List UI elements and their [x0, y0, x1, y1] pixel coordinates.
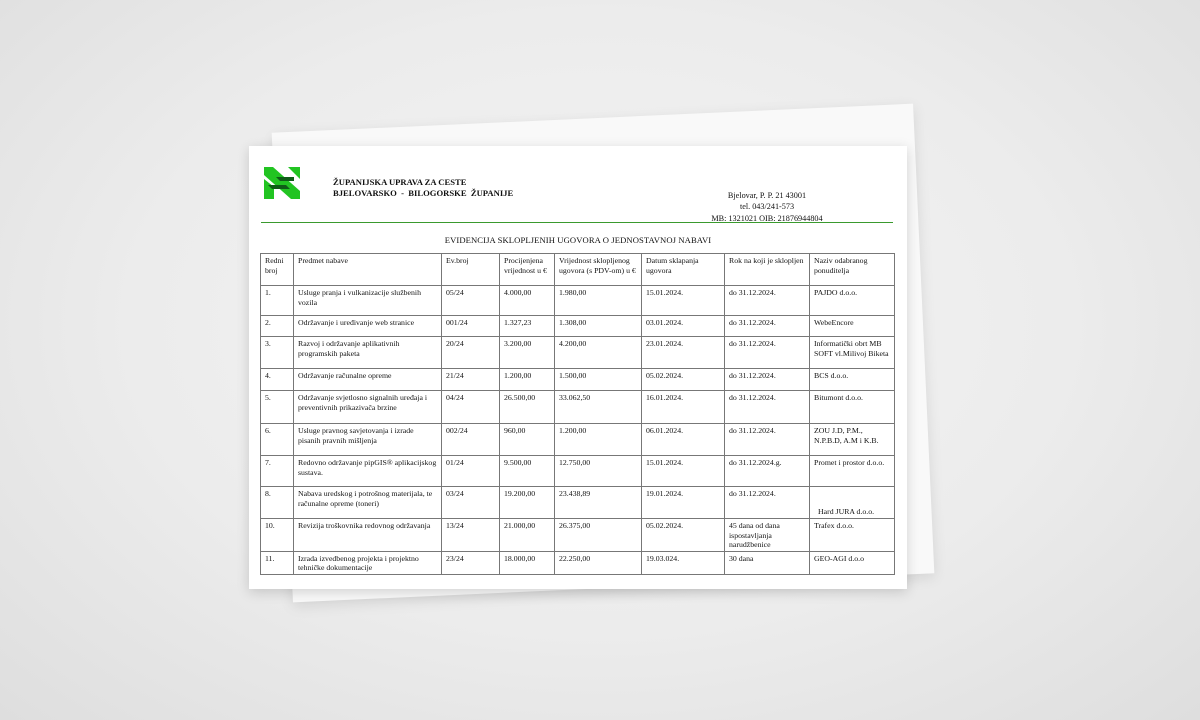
- contract-value: 1.308,00: [555, 316, 642, 337]
- row-number: 7.: [261, 456, 294, 487]
- registry-ids: MB: 1321021 OIB: 21876944804: [711, 213, 823, 223]
- contract-term: do 31.12.2024.: [725, 487, 810, 519]
- contract-value: 23.438,89: [555, 487, 642, 519]
- supplier-name: Bitumont d.o.o.: [810, 391, 895, 424]
- procurement-subject: Nabava uredskog i potrošnog materijala, te računalne opreme (toneri): [294, 487, 442, 519]
- procurement-subject: Usluge pranja i vulkanizacije službenih vozila: [294, 286, 442, 316]
- contract-date: 05.02.2024.: [642, 519, 725, 552]
- record-number: 05/24: [442, 286, 500, 316]
- record-number: 23/24: [442, 551, 500, 574]
- row-number: 10.: [261, 519, 294, 552]
- contract-value: 1.500,00: [555, 369, 642, 391]
- estimated-value: 21.000,00: [500, 519, 555, 552]
- column-header: Redni broj: [261, 254, 294, 286]
- table-row: [261, 286, 895, 316]
- contact-block: [702, 190, 832, 224]
- contract-value: 4.200,00: [555, 337, 642, 369]
- contract-value: 1.980,00: [555, 286, 642, 316]
- contract-term: do 31.12.2024.: [725, 316, 810, 337]
- estimated-value: 3.200,00: [500, 337, 555, 369]
- record-number: 01/24: [442, 456, 500, 487]
- contract-term: do 31.12.2024.: [725, 337, 810, 369]
- contract-term: do 31.12.2024.: [725, 391, 810, 424]
- contract-value: 1.200,00: [555, 424, 642, 456]
- record-number: 002/24: [442, 424, 500, 456]
- row-number: 6.: [261, 424, 294, 456]
- header-divider: [261, 222, 893, 223]
- record-number: 001/24: [442, 316, 500, 337]
- table-header-row: [261, 254, 895, 286]
- row-number: 4.: [261, 369, 294, 391]
- supplier-name: Informatički obrt MB SOFT vl.Milivoj Biketa: [810, 337, 895, 369]
- column-header: Naziv odabranog ponuditelja: [810, 254, 895, 286]
- record-number: 03/24: [442, 487, 500, 519]
- record-number: 04/24: [442, 391, 500, 424]
- supplier-name: WebeEncore: [810, 316, 895, 337]
- table-row: [261, 456, 895, 487]
- phone: tel. 043/241-573: [739, 202, 795, 212]
- contract-term: do 31.12.2024.g.: [725, 456, 810, 487]
- document-page: [249, 146, 907, 589]
- row-number: 1.: [261, 286, 294, 316]
- column-header: Ev.broj: [442, 254, 500, 286]
- record-number: 21/24: [442, 369, 500, 391]
- estimated-value: 26.500,00: [500, 391, 555, 424]
- contract-date: 19.03.024.: [642, 551, 725, 574]
- contract-date: 16.01.2024.: [642, 391, 725, 424]
- address: Bjelovar, P. P. 21 43001: [727, 191, 807, 200]
- column-header: Procijenjena vrijednost u €: [500, 254, 555, 286]
- contract-date: 19.01.2024.: [642, 487, 725, 519]
- column-header: Datum sklapanja ugovora: [642, 254, 725, 286]
- contract-value: 33.062,50: [555, 391, 642, 424]
- contract-term: 45 dana od dana ispostavljanja narudžbenice: [725, 519, 810, 552]
- supplier-name: Trafex d.o.o.: [810, 519, 895, 552]
- contract-date: 05.02.2024.: [642, 369, 725, 391]
- contract-date: 06.01.2024.: [642, 424, 725, 456]
- table-row: [261, 391, 895, 424]
- procurement-subject: Redovno održavanje pipGIS® aplikacijskog sustava.: [294, 456, 442, 487]
- table-row: [261, 519, 895, 552]
- table-row: [261, 487, 895, 519]
- column-header: Predmet nabave: [294, 254, 442, 286]
- document-title: EVIDENCIJA SKLOPLJENIH UGOVORA O JEDNOSTAVNOJ NABAVI: [444, 235, 712, 245]
- column-header: Rok na koji je sklopljen: [725, 254, 810, 286]
- contracts-table: [260, 253, 895, 575]
- contract-term: do 31.12.2024.: [725, 369, 810, 391]
- supplier-name: Promet i prostor d.o.o.: [810, 456, 895, 487]
- procurement-subject: Izrada izvedbenog projekta i projektno tehničke dokumentacije: [294, 551, 442, 574]
- estimated-value: 19.200,00: [500, 487, 555, 519]
- contract-date: 15.01.2024.: [642, 456, 725, 487]
- contract-value: 12.750,00: [555, 456, 642, 487]
- record-number: 20/24: [442, 337, 500, 369]
- row-number: 2.: [261, 316, 294, 337]
- supplier-name: Hard JURA d.o.o.: [810, 487, 895, 519]
- table-row: [261, 551, 895, 574]
- contract-value: 22.250,00: [555, 551, 642, 574]
- supplier-name: ZOU J.D, P.M., N.P.B.D, A.M i K.B.: [810, 424, 895, 456]
- contract-date: 03.01.2024.: [642, 316, 725, 337]
- estimated-value: 18.000,00: [500, 551, 555, 574]
- contract-term: do 31.12.2024.: [725, 286, 810, 316]
- table-row: [261, 337, 895, 369]
- row-number: 3.: [261, 337, 294, 369]
- estimated-value: 1.200,00: [500, 369, 555, 391]
- procurement-subject: Razvoj i održavanje aplikativnih programskih paketa: [294, 337, 442, 369]
- organization-logo-icon: [264, 167, 300, 199]
- procurement-subject: Održavanje računalne opreme: [294, 369, 442, 391]
- procurement-subject: Usluge pravnog savjetovanja i izrade pisanih pravnih mišljenja: [294, 424, 442, 456]
- column-header: Vrijednost sklopljenog ugovora (s PDV-om) u €: [555, 254, 642, 286]
- supplier-name: GEO-AGI d.o.o: [810, 551, 895, 574]
- row-number: 5.: [261, 391, 294, 424]
- estimated-value: 960,00: [500, 424, 555, 456]
- estimated-value: 1.327,23: [500, 316, 555, 337]
- organization-name-line-1: ŽUPANIJSKA UPRAVA ZA CESTE: [333, 177, 467, 187]
- contract-term: do 31.12.2024.: [725, 424, 810, 456]
- supplier-name: PAJDO d.o.o.: [810, 286, 895, 316]
- row-number: 11.: [261, 551, 294, 574]
- procurement-subject: Revizija troškovnika redovnog održavanja: [294, 519, 442, 552]
- contract-date: 15.01.2024.: [642, 286, 725, 316]
- record-number: 13/24: [442, 519, 500, 552]
- table-row: [261, 316, 895, 337]
- contract-value: 26.375,00: [555, 519, 642, 552]
- contract-term: 30 dana: [725, 551, 810, 574]
- contract-date: 23.01.2024.: [642, 337, 725, 369]
- organization-name: [333, 177, 513, 198]
- estimated-value: 4.000,00: [500, 286, 555, 316]
- supplier-name: BCS d.o.o.: [810, 369, 895, 391]
- procurement-subject: Održavanje i uređivanje web stranice: [294, 316, 442, 337]
- row-number: 8.: [261, 487, 294, 519]
- table-row: [261, 369, 895, 391]
- procurement-subject: Održavanje svjetlosno signalnih uređaja i preventivnih prikazivača brzine: [294, 391, 442, 424]
- organization-name-line-2: BJELOVARSKO - BILOGORSKE ŽUPANIJE: [333, 187, 514, 198]
- estimated-value: 9.500,00: [500, 456, 555, 487]
- table-row: [261, 424, 895, 456]
